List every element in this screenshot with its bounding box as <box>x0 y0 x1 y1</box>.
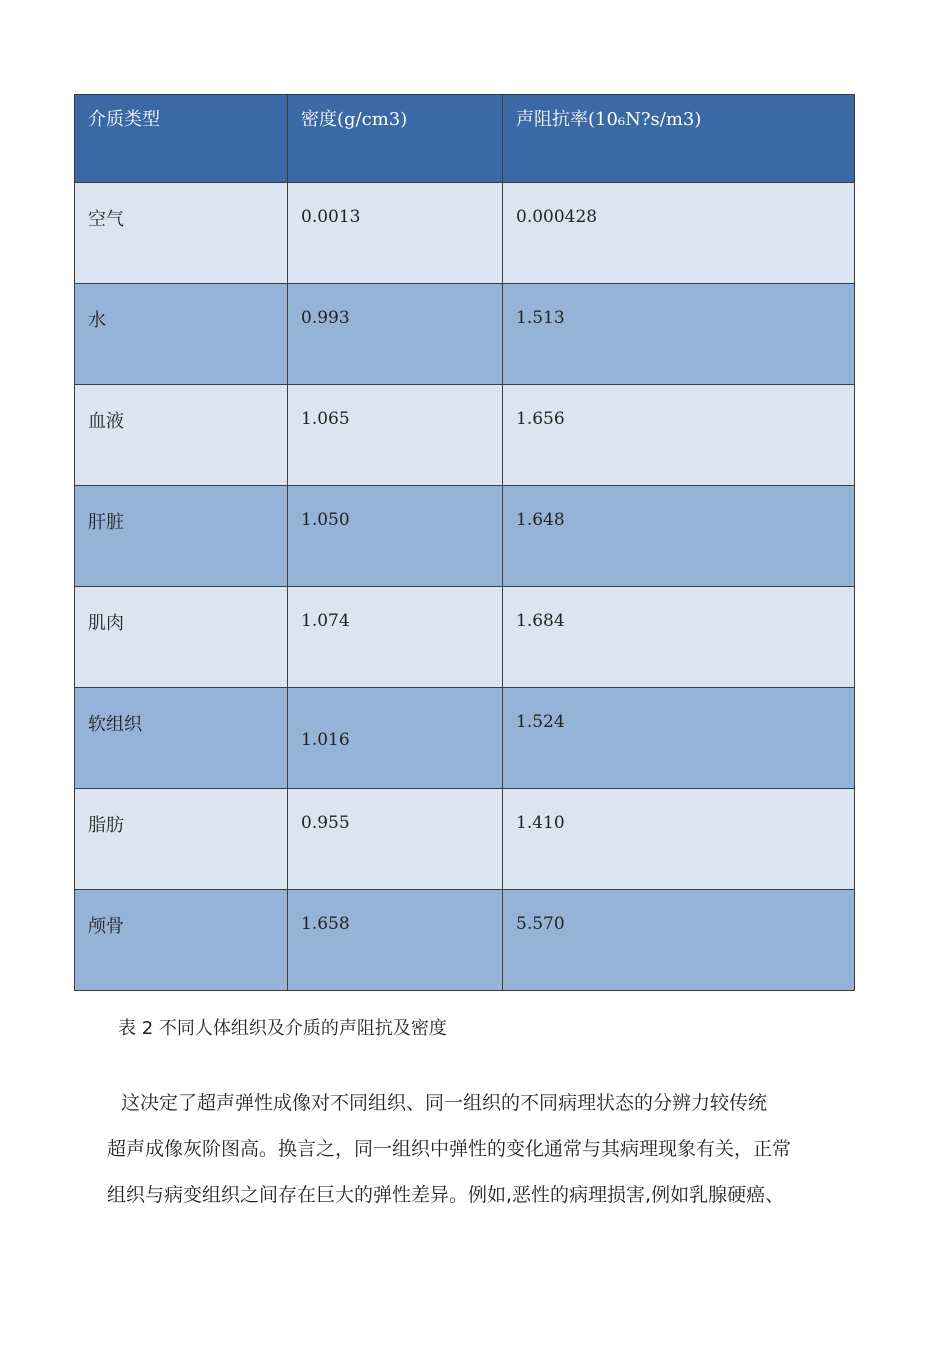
cell-medium-name: 肌肉 <box>75 587 288 688</box>
table-row <box>75 486 855 587</box>
cell-density: 1.016 <box>288 688 503 789</box>
cell-density: 1.658 <box>288 890 503 991</box>
cell-density: 0.993 <box>288 284 503 385</box>
table-row <box>75 183 855 284</box>
cell-impedance: 1.656 <box>503 385 855 486</box>
cell-medium-name: 颅骨 <box>75 890 288 991</box>
paragraph-line: 组织与病变组织之间存在巨大的弹性差异。例如,恶性的病理损害,例如乳腺硬癌、 <box>107 1184 785 1206</box>
table-caption: 表 2 不同人体组织及介质的声阻抗及密度 <box>118 1018 447 1039</box>
cell-medium-name: 血液 <box>75 385 288 486</box>
table-header-row <box>75 95 855 183</box>
cell-impedance: 1.648 <box>503 486 855 587</box>
cell-impedance: 1.513 <box>503 284 855 385</box>
paragraph-line: 超声成像灰阶图高。换言之，同一组织中弹性的变化通常与其病理现象有关，正常 <box>107 1138 792 1160</box>
header-density: 密度(g/cm3) <box>288 95 503 183</box>
cell-density: 1.074 <box>288 587 503 688</box>
table-row <box>75 890 855 991</box>
table-row <box>75 284 855 385</box>
cell-impedance: 0.000428 <box>503 183 855 284</box>
table-row <box>75 385 855 486</box>
cell-medium-name: 软组织 <box>75 688 288 789</box>
cell-density: 0.0013 <box>288 183 503 284</box>
table-row <box>75 688 855 789</box>
body-paragraph <box>107 1080 842 1218</box>
table-row <box>75 789 855 890</box>
cell-impedance: 1.524 <box>503 688 855 789</box>
cell-medium-name: 空气 <box>75 183 288 284</box>
cell-medium-name: 肝脏 <box>75 486 288 587</box>
paragraph-line: 这决定了超声弹性成像对不同组织、同一组织的不同病理状态的分辨力较传统 <box>121 1092 768 1114</box>
cell-impedance: 1.410 <box>503 789 855 890</box>
cell-medium-name: 脂肪 <box>75 789 288 890</box>
cell-density: 1.050 <box>288 486 503 587</box>
header-impedance: 声阻抗率(10₆N?s/m3) <box>503 95 855 183</box>
cell-medium-name: 水 <box>75 284 288 385</box>
table-row <box>75 587 855 688</box>
cell-density: 0.955 <box>288 789 503 890</box>
cell-impedance: 1.684 <box>503 587 855 688</box>
header-medium-type: 介质类型 <box>75 95 288 183</box>
cell-impedance: 5.570 <box>503 890 855 991</box>
tissue-impedance-table <box>74 94 855 991</box>
cell-density: 1.065 <box>288 385 503 486</box>
